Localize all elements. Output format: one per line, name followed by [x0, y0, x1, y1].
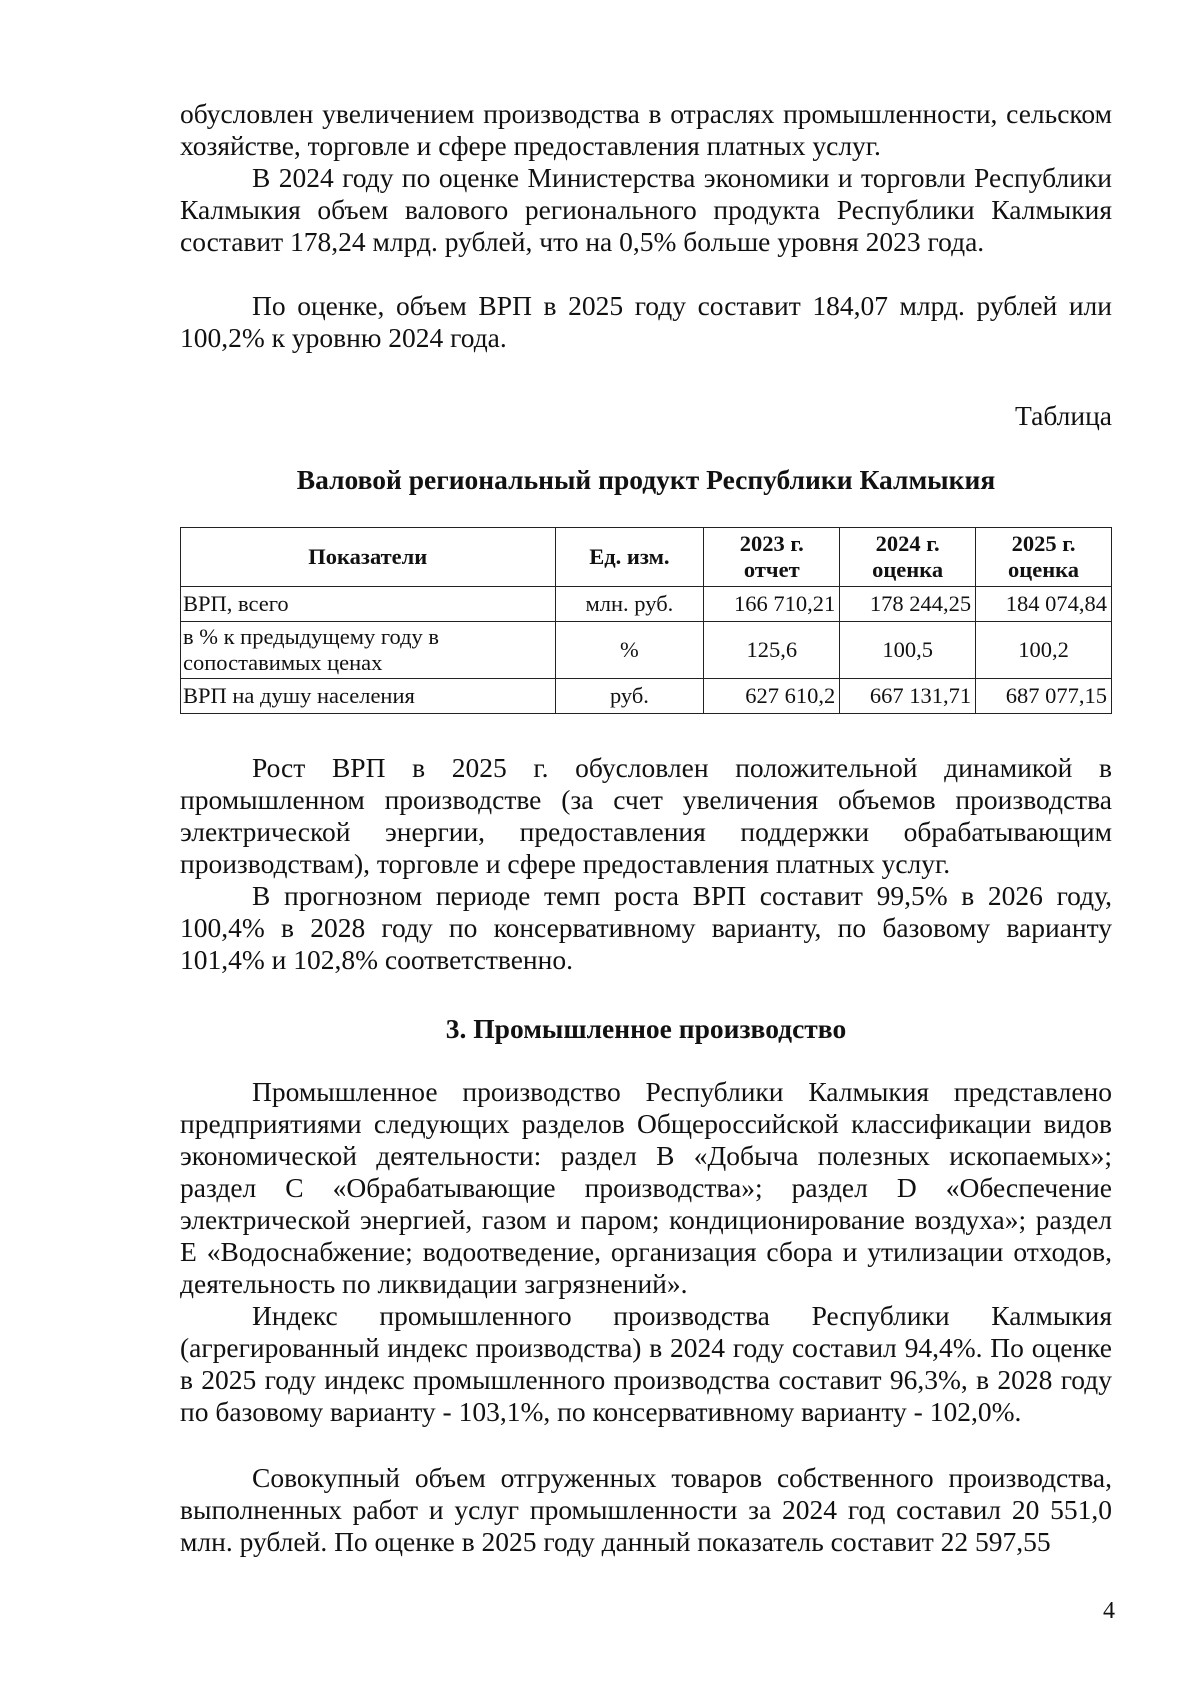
header-2025-year: 2025 г. — [1011, 531, 1076, 556]
paragraph-8: Совокупный объем отгруженных товаров собственного производства, выполненных работ и услуг промышленности за 2024 год составил 20 551,0 млн. рублей. По оценке в 2025 году данный показатель составит 22 597,55 — [180, 1462, 1112, 1557]
row-unit: руб. — [555, 679, 704, 714]
table-title: Валовой региональный продукт Республики Калмыкия — [296, 464, 996, 495]
paragraph-4: Рост ВРП в 2025 г. обусловлен положительной динамикой в промышленном производстве (за счет увеличения объемов производства электрической энергии, предоставления поддержки обрабатывающим производствам), торговле и сфере предоставления платных услуг. — [180, 752, 1112, 879]
table-header-row — [181, 528, 1112, 587]
row-unit: % — [555, 622, 704, 679]
row-unit: млн. руб. — [555, 587, 704, 622]
row-label: ВРП, всего — [181, 587, 556, 622]
cell-2025: 100,2 — [976, 622, 1112, 679]
cell-2025: 687 077,15 — [976, 679, 1112, 714]
cell-2023: 627 610,2 — [704, 679, 840, 714]
paragraph-5: В прогнозном периоде темп роста ВРП составит 99,5% в 2026 году, 100,4% в 2028 году по консервативному варианту, по базовому варианту 101,4% и 102,8% соответственно. — [180, 880, 1112, 975]
paragraph-1: обусловлен увеличением производства в отраслях промышленности, сельском хозяйстве, торговле и сфере предоставления платных услуг. — [180, 98, 1112, 161]
table-row — [181, 587, 1112, 622]
cell-2025: 184 074,84 — [976, 587, 1112, 622]
paragraph-6: Промышленное производство Республики Калмыкия представлено предприятиями следующих разделов Общероссийской классификации видов экономической деятельности: раздел В «Добыча полезных ископаемых»; раздел С «Обрабатывающие производства»; раздел D «Обеспечение электрической энергией, газом и паром; кондиционирование воздуха»; раздел Е «Водоснабжение; водоотведение, организация сбора и утилизации отходов, деятельность по ликвидации загрязнений». — [180, 1076, 1112, 1299]
row-label: ВРП на душу населения — [181, 679, 556, 714]
table-label: Таблица — [1015, 400, 1112, 431]
header-unit: Ед. изм. — [555, 528, 704, 587]
cell-2024: 100,5 — [840, 622, 976, 679]
header-2025-note: оценка — [1008, 557, 1080, 582]
header-2023-year: 2023 г. — [739, 531, 804, 556]
section-title: 3. Промышленное производство — [445, 1013, 847, 1044]
paragraph-3: По оценке, объем ВРП в 2025 году составит 184,07 млрд. рублей или 100,2% к уровню 2024 года. — [180, 290, 1112, 353]
header-indicator: Показатели — [181, 528, 556, 587]
header-2025 — [976, 528, 1112, 587]
paragraph-2: В 2024 году по оценке Министерства экономики и торговли Республики Калмыкия объем валового регионального продукта Республики Калмыкия составит 178,24 млрд. рублей, что на 0,5% больше уровня 2023 года. — [180, 162, 1112, 257]
cell-2023: 125,6 — [704, 622, 840, 679]
page-number: 4 — [1103, 1598, 1115, 1624]
cell-2024: 178 244,25 — [840, 587, 976, 622]
cell-2024: 667 131,71 — [840, 679, 976, 714]
table-row — [181, 679, 1112, 714]
header-2024-year: 2024 г. — [875, 531, 940, 556]
table-row — [181, 622, 1112, 679]
grp-table — [180, 527, 1112, 714]
header-2024-note: оценка — [872, 557, 944, 582]
header-2024 — [840, 528, 976, 587]
row-label: в % к предыдущему году в сопоставимых ценах — [181, 622, 556, 679]
header-2023-note: отчет — [743, 557, 800, 582]
cell-2023: 166 710,21 — [704, 587, 840, 622]
header-2023 — [704, 528, 840, 587]
paragraph-7: Индекс промышленного производства Республики Калмыкия (агрегированный индекс производства) в 2024 году составил 94,4%. По оценке в 2025 году индекс промышленного производства составит 96,3%, в 2028 году по базовому варианту - 103,1%, по консервативному варианту - 102,0%. — [180, 1300, 1112, 1427]
